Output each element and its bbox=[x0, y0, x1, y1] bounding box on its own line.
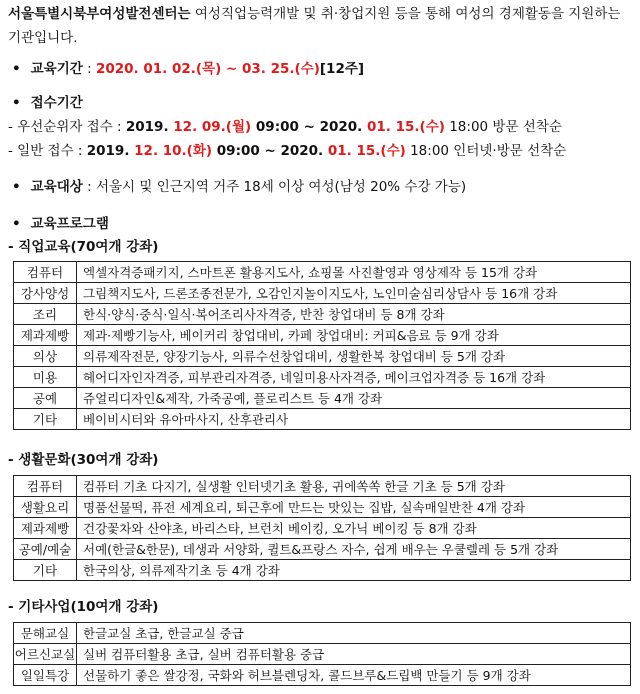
reception-priority bbox=[8, 115, 566, 139]
reception-start-date: 12. 09.(월) bbox=[173, 119, 252, 135]
category-cell: 공예 bbox=[14, 388, 77, 409]
table-row bbox=[14, 539, 631, 560]
reception-mid: 09:00 ~ 2020. bbox=[212, 143, 328, 159]
category-cell: 제과제빵 bbox=[14, 518, 77, 539]
table-row bbox=[14, 367, 631, 388]
table-row bbox=[14, 518, 631, 539]
courses-cell: 제과·제빵기능사, 베이커리 창업대비, 카페 창업대비: 커피&음료 등 9개 강좌 bbox=[77, 325, 631, 346]
courses-cell: 그림책지도사, 드론조종전문가, 오감인지놀이지도사, 노인미술심리상담사 등 16개 강좌 bbox=[77, 283, 631, 304]
reception-tail: 18:00 인터넷·방문 선착순 bbox=[405, 143, 567, 159]
category-cell: 제과제빵 bbox=[14, 325, 77, 346]
vocational-heading: - 직업교육(70여개 강좌) bbox=[8, 239, 159, 255]
table-row bbox=[14, 409, 631, 430]
other-table bbox=[13, 622, 631, 686]
period-value: 2020. 01. 02.(목) ~ 03. 25.(수) bbox=[95, 61, 320, 77]
intro-paragraph bbox=[8, 2, 630, 50]
courses-cell: 엑셀자격증패키지, 스마트폰 활용지도사, 쇼핑몰 사진촬영과 영상제작 등 15개 강좌 bbox=[77, 262, 631, 283]
intro-org: 서울특별시북부여성발전센터는 bbox=[8, 6, 191, 22]
reception-start-date: 12. 10.(화) bbox=[134, 143, 213, 159]
reception-prefix: - 일반 접수 : bbox=[8, 143, 87, 159]
education-period bbox=[8, 57, 364, 81]
target-value: : 서울시 및 인근지역 거주 18세 이상 여성(남성 20% 수강 가능) bbox=[82, 179, 467, 195]
reception-prefix: - 우선순위자 접수 : bbox=[8, 119, 126, 135]
other-heading: - 기타사업(10여개 강좌) bbox=[8, 599, 159, 615]
category-cell: 공예/예술 bbox=[14, 539, 77, 560]
category-cell: 기타 bbox=[14, 409, 77, 430]
reception-end-date: 01. 15.(수) bbox=[367, 119, 445, 135]
courses-cell: 선물하기 좋은 쌀강정, 국화와 허브블렌딩차, 콜드브루&드립백 만들기 등 9개 강좌 bbox=[77, 665, 631, 686]
bullet-icon: • bbox=[12, 179, 21, 195]
reception-tail: 18:00 방문 선착순 bbox=[444, 119, 562, 135]
bullet-icon: • bbox=[12, 61, 21, 77]
courses-cell: 헤어디자인자격증, 피부관리자격증, 네일미용사자격증, 메이크업자격증 등 16개 강좌 bbox=[77, 367, 631, 388]
courses-cell: 실버 컴퓨터활용 초급, 실버 컴퓨터활용 중급 bbox=[77, 644, 631, 665]
reception-period bbox=[8, 91, 566, 163]
target-label: 교육대상 bbox=[30, 179, 83, 195]
bullet-icon: • bbox=[12, 216, 21, 232]
courses-cell: 명품선물떡, 퓨전 세계요리, 퇴근후에 만드는 맛있는 집밥, 실속매일반찬 4개 강좌 bbox=[77, 497, 631, 518]
reception-mid: 09:00 ~ 2020. bbox=[251, 119, 367, 135]
courses-cell: 베이비시터와 유아마사지, 산후관리사 bbox=[77, 409, 631, 430]
table-row bbox=[14, 325, 631, 346]
courses-cell: 서예(한글&한문), 데생과 서양화, 퀼트&프랑스 자수, 쉽게 배우는 우쿨렐레 등 5개 강좌 bbox=[77, 539, 631, 560]
culture-table bbox=[13, 475, 631, 581]
courses-cell: 건강꽃차와 산야초, 바리스타, 브런치 베이킹, 오가닉 베이킹 등 8개 강좌 bbox=[77, 518, 631, 539]
table-row bbox=[14, 388, 631, 409]
education-program bbox=[8, 212, 109, 236]
category-cell: 생활요리 bbox=[14, 497, 77, 518]
category-cell: 미용 bbox=[14, 367, 77, 388]
category-cell: 의상 bbox=[14, 346, 77, 367]
category-cell: 컴퓨터 bbox=[14, 476, 77, 497]
table-row bbox=[14, 283, 631, 304]
category-cell: 문해교실 bbox=[14, 623, 77, 644]
program-label: 교육프로그램 bbox=[30, 216, 109, 232]
courses-cell: 한국의상, 의류제작기초 등 4개 강좌 bbox=[77, 560, 631, 581]
table-row bbox=[14, 304, 631, 325]
period-weeks: [12주] bbox=[319, 61, 365, 77]
category-cell: 어르신교실 bbox=[14, 644, 77, 665]
period-colon: : bbox=[82, 61, 96, 77]
table-row bbox=[14, 665, 631, 686]
courses-cell: 컴퓨터 기초 다지기, 실생활 인터넷기초 활용, 귀에쏙쏙 한글 기초 등 5개 강좌 bbox=[77, 476, 631, 497]
courses-cell: 한글교실 초급, 한글교실 중급 bbox=[77, 623, 631, 644]
vocational-table bbox=[13, 261, 631, 430]
category-cell: 강사양성 bbox=[14, 283, 77, 304]
education-target bbox=[8, 175, 466, 199]
reception-year: 2019. bbox=[86, 143, 135, 159]
table-row bbox=[14, 623, 631, 644]
table-row bbox=[14, 497, 631, 518]
table-row bbox=[14, 262, 631, 283]
culture-heading: - 생활문화(30여개 강좌) bbox=[8, 452, 159, 468]
reception-label: 접수기간 bbox=[30, 95, 83, 111]
courses-cell: 의류제작전문, 양장기능사, 의류수선창업대비, 생활한복 창업대비 등 5개 강좌 bbox=[77, 346, 631, 367]
bullet-icon: • bbox=[12, 95, 21, 111]
courses-cell: 한식·양식·중식·일식·복어조리사자격증, 반찬 창업대비 등 8개 강좌 bbox=[77, 304, 631, 325]
intro-text: 여성직업능력개발 및 취·창업지원 등을 통해 여성의 경제활동을 지원하는 기관입니다. bbox=[8, 6, 621, 46]
courses-cell: 쥬얼리디자인&제작, 가죽공예, 플로리스트 등 4개 강좌 bbox=[77, 388, 631, 409]
table-row bbox=[14, 644, 631, 665]
reception-general bbox=[8, 139, 566, 163]
period-label: 교육기간 bbox=[30, 61, 83, 77]
category-cell: 일일특강 bbox=[14, 665, 77, 686]
reception-end-date: 01. 15.(수) bbox=[327, 143, 406, 159]
category-cell: 조리 bbox=[14, 304, 77, 325]
category-cell: 컴퓨터 bbox=[14, 262, 77, 283]
table-row bbox=[14, 560, 631, 581]
table-row bbox=[14, 346, 631, 367]
table-row bbox=[14, 476, 631, 497]
reception-year: 2019. bbox=[125, 119, 174, 135]
category-cell: 기타 bbox=[14, 560, 77, 581]
